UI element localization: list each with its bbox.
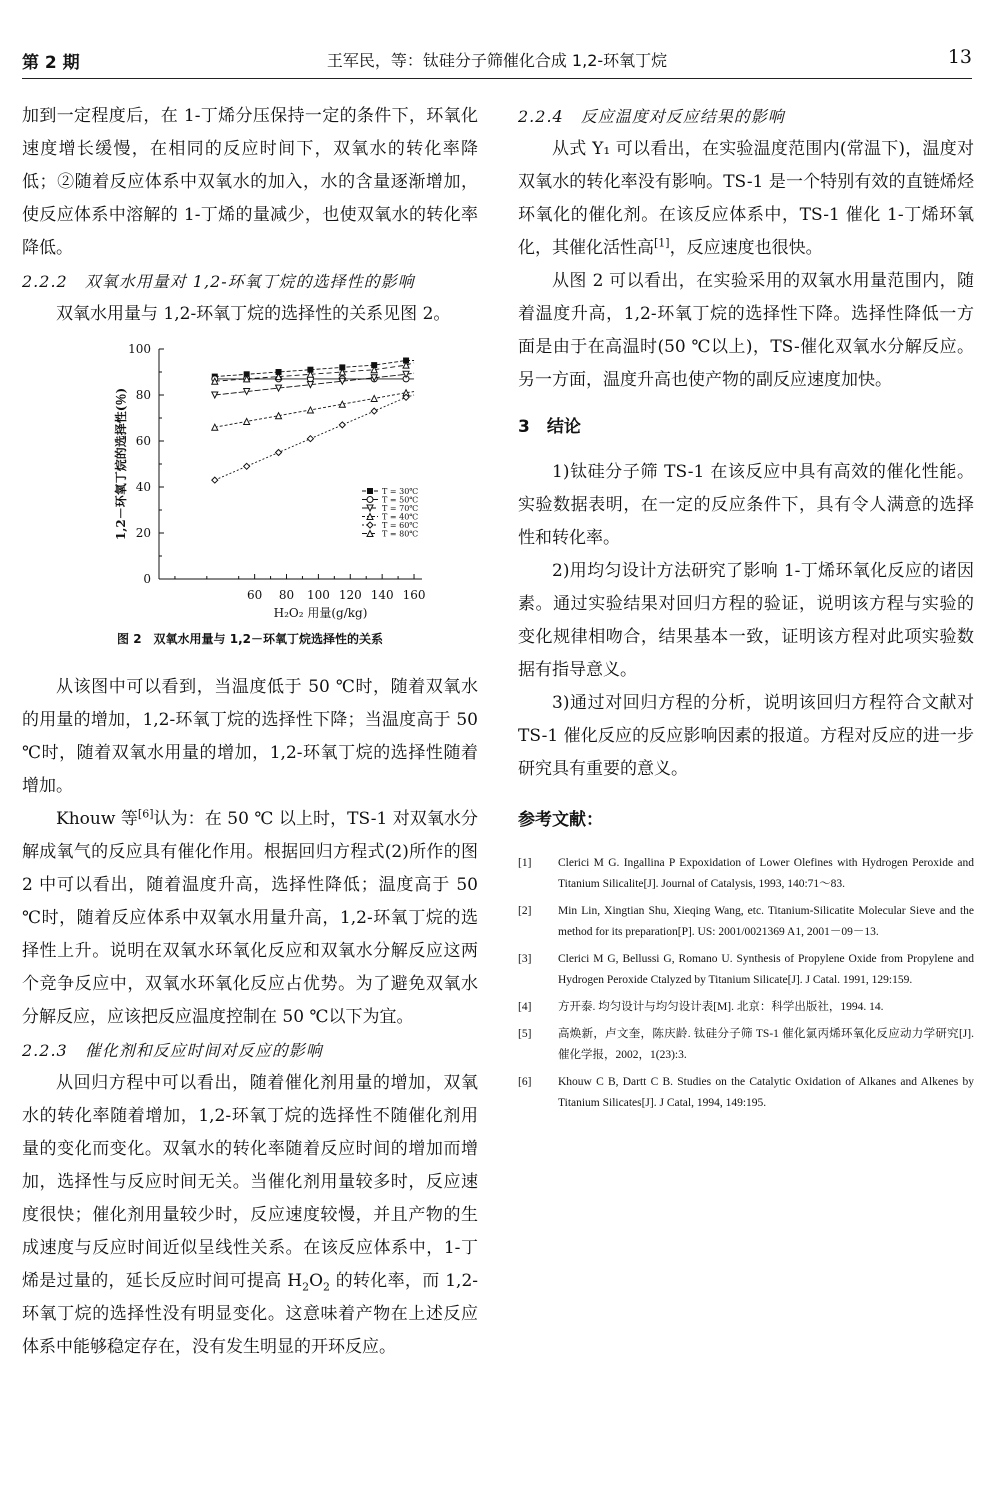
reference-item: [3] Clerici M G, Bellussi G, Romano U. Synthesis of Propylene Oxide from Propylene and Hydrogen Peroxide Ctalyzed by Titanium Silicate[J]. J Catal. 1991, 129:159. [518, 953, 974, 986]
x-tick-label: 120 [338, 588, 362, 602]
data-point [244, 463, 250, 469]
data-point [371, 408, 377, 414]
conclusion-3: 3)通过对回归方程的分析，说明该回归方程符合文献对 TS-1 催化反应的反应影响因素的报道。方程对反应的进一步研究具有重要的意义。 [518, 693, 974, 779]
x-tick-label: 100 [306, 588, 330, 602]
paragraph: 从该图中可以看到，当温度低于 50 ℃时，随着双氧水的用量的增加，1,2-环氧丁烷的选择性下降；当温度高于 50 ℃时，随着双氧水用量的增加，1,2-环氧丁烷的选择性随着增加。 [22, 677, 478, 796]
references-title: 参考文献： [518, 810, 603, 830]
legend-entry: T = 80℃ [382, 529, 419, 539]
reference-item: [6] Khouw C B, Dartt C B. Studies on the Catalytic Oxidation of Alkanes and Alkenes by Titanium Silicates[J]. J Catal, 1994, 149:195. [518, 1076, 974, 1109]
running-title: 王军民，等：钛硅分子筛催化合成 1,2-环氧丁烷 [326, 51, 668, 70]
x-tick-label: 140 [370, 588, 394, 602]
citation: [6] [137, 807, 154, 821]
reference-item: [5] 高焕新，卢文奎，陈庆龄. 钛硅分子筛 TS-1 催化氯丙烯环氧化反应动力学研究[J]. 催化学报，2002，1(23):3. [518, 1028, 974, 1061]
y-tick-label: 20 [135, 526, 151, 540]
paragraph: 加到一定程度后，在 1-丁烯分压保持一定的条件下，环氧化速度增长缓慢，在相同的反应时间下，双氧水的转化率降低；②随着反应体系中双氧水的加入，水的含量逐渐增加，使反应体系中溶解的 1-丁烯的量减少，也使双氧水的转化率降低。 [22, 106, 478, 258]
paragraph: Khouw 等[6]认为：在 50 ℃ 以上时，TS-1 对双氧水分解成氧气的反应具有催化作用。根据回归方程式(2)所作的图 2 中可以看出，随着温度升高，选择性降低；温度高于 50 ℃时，随着反应体系中双氧水用量升高，1,2-环氧丁烷的选择性上升。说明在双氧水环氧化反应和双氧水分解反应这两个竞争反应中，双氧水环氧化反应占优势。为了避免双氧水分解反应，应该把反应温度控制在 50 ℃以下为宜。 [22, 807, 478, 1027]
conclusion-1: 1)钛硅分子筛 TS-1 在该反应中具有高效的催化性能。实验数据表明，在一定的反应条件下，具有令人满意的选择性和转化率。 [518, 462, 974, 548]
figure-caption: 图 2 双氧水用量与 1,2－环氧丁烷选择性的关系 [117, 632, 383, 646]
paragraph: 从式 Y₁ 可以看出，在实验温度范围内(常温下)，温度对双氧水的转化率没有影响。TS-1 是一个特别有效的直链烯烃环氧化的催化剂。在该反应体系中，TS-1 催化 1-丁烯环氧化，其催化活性高[1]，反应速度也很快。 [518, 139, 974, 258]
citation: [1] [654, 236, 670, 250]
x-axis-label: H₂O₂ 用量(g/kg) [273, 606, 368, 620]
data-point [212, 477, 218, 483]
section-heading-3: 3 结论 [518, 417, 581, 437]
section-heading-2-2-2: 2.2.2 双氧水用量对 1,2-环氧丁烷的选择性的影响 [22, 272, 415, 291]
y-tick-label: 0 [143, 572, 151, 586]
data-point [367, 522, 373, 528]
y-axis-label: 1,2－环氧丁烷的选择性(％) [114, 387, 128, 541]
legend-entry: T = 50℃ [382, 495, 419, 505]
reference-item: [1] Clerici M G. Ingallina P Expoxidation of Lower Olefines with Hydrogen Peroxide and Titanium Silicalite[J]. Journal of Catalysis, 1993, 140:71～83. [518, 857, 974, 890]
page-number: 13 [947, 46, 972, 68]
right-column [518, 100, 974, 1120]
selectivity-chart [22, 339, 478, 629]
figure-2 [22, 339, 478, 659]
paragraph: 从图 2 可以看出，在实验采用的双氧水用量范围内，随着温度升高，1,2-环氧丁烷的选择性下降。选择性降低一方面是由于在高温时(50 ℃以上)，TS-催化双氧水分解反应。另一方面，温度升高也使产物的副反应速度加快。 [518, 271, 974, 390]
running-header [22, 44, 972, 79]
y-tick-label: 40 [135, 480, 151, 494]
data-point [307, 436, 313, 442]
data-point [276, 450, 282, 456]
data-point [367, 497, 373, 503]
data-point [339, 422, 345, 428]
legend-entry: T = 40℃ [382, 512, 419, 522]
reference-item: [2] Min Lin, Xingtian Shu, Xieqing Wang, etc. Titanium-Silicatite Molecular Sieve and the method for its preparation[P]. US: 2001/0021369 A1, 2001－09－13. [518, 905, 974, 938]
x-tick-label: 160 [402, 588, 426, 602]
reference-list [518, 853, 974, 1114]
y-tick-label: 60 [135, 434, 151, 448]
legend-entry: T = 60℃ [382, 521, 419, 530]
reference-item: [4] 方开泰. 均匀设计与均匀设计表[M]. 北京：科学出版社，1994. 14. [518, 1001, 884, 1013]
legend-entry: T = 70℃ [382, 504, 419, 513]
paragraph: 双氧水用量与 1,2-环氧丁烷的选择性的关系见图 2。 [56, 304, 451, 324]
section-heading-2-2-4: 2.2.4 反应温度对反应结果的影响 [518, 107, 785, 126]
data-point [371, 395, 377, 401]
paragraph: 从回归方程中可以看出，随着催化剂用量的增加，双氧水的转化率随着增加，1,2-环氧丁烷的选择性不随催化剂用量的变化而变化。双氧水的转化率随着反应时间的增加而增加，选择性与反应时间无关。当催化剂用量较多时，反应速度很快；催化剂用量较少时，反应速度较慢，并且产物的生成速度与反应时间近似呈线性关系。在该反应体系中，1-丁烯是过量的，延长反应时间可提高 $H_2O_2$ 的转化率，而 1,2-环氧丁烷的选择性没有明显变化。这意味着产物在上述反应体系中能够稳定存在，没有发生明显的开环反应。 [22, 1073, 478, 1357]
conclusion-2: 2)用均匀设计方法研究了影响 1-丁烯环氧化反应的诸因素。通过实验结果对回归方程的验证，说明该方程与实验的变化规律相吻合，结果基本一致，证明该方程对此项实验数据有指导意义。 [518, 561, 974, 680]
y-tick-label: 100 [128, 342, 151, 356]
issue-label: 第 2 期 [22, 53, 80, 73]
x-tick-label: 60 [246, 588, 263, 602]
left-column [22, 100, 478, 1364]
x-tick-label: 80 [278, 588, 295, 602]
y-tick-label: 80 [135, 388, 151, 402]
section-heading-2-2-3: 2.2.3 催化剂和反应时间对反应的影响 [22, 1041, 323, 1060]
data-point [367, 488, 373, 494]
legend-entry: T = 30℃ [382, 487, 419, 496]
